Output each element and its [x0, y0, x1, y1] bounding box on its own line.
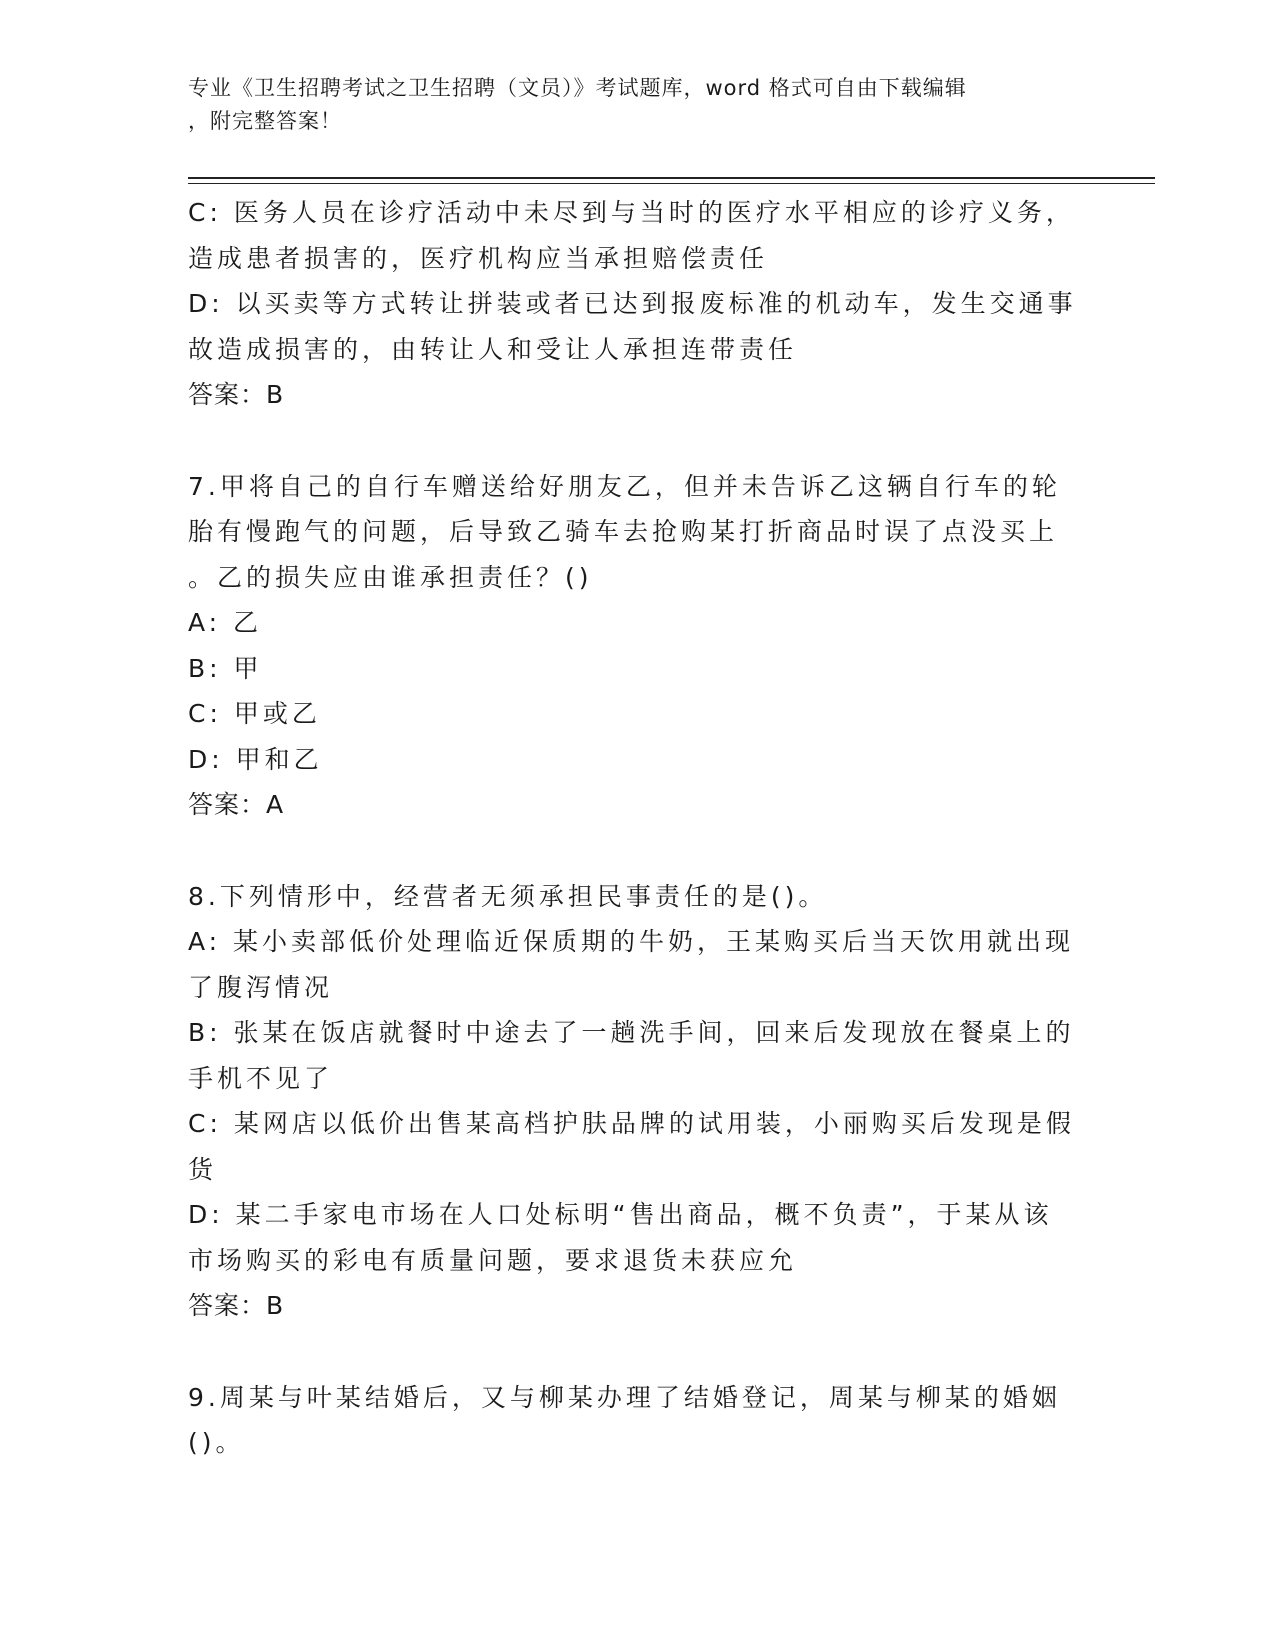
- header-rule-thin: [188, 183, 1155, 184]
- option-d: D: 甲和乙: [188, 744, 323, 774]
- question-7: [188, 464, 1088, 828]
- spacer: [188, 1329, 1088, 1375]
- option-a-line-1: A: 某小卖部低价处理临近保质期的牛奶，王某购买后当天饮用就出现: [188, 927, 1075, 956]
- option-d-line-1: D: 以买卖等方式转让拼装或者已达到报废标准的机动车，发生交通事: [188, 289, 1077, 318]
- question-8: [188, 874, 1088, 1329]
- option-b-line-1: B: 张某在饭店就餐时中途去了一趟洗手间，回来后发现放在餐桌上的: [188, 1018, 1075, 1047]
- option-c-line-2: 货: [188, 1154, 218, 1184]
- answer-text: 答案：B: [188, 380, 285, 409]
- option-c: C: 甲或乙: [188, 699, 321, 728]
- spacer: [188, 418, 1088, 464]
- question-stem-line-1: 9.周某与叶某结婚后，又与柳某办理了结婚登记，周某与柳某的婚姻: [188, 1382, 1061, 1412]
- option-d-line-1: D: 某二手家电市场在人口处标明“售出商品，概不负责”，于某从该: [188, 1200, 1053, 1229]
- question-stem-line-2: ()。: [188, 1428, 245, 1457]
- option-b-line-2: 手机不见了: [188, 1063, 334, 1093]
- question-9: [188, 1375, 1088, 1466]
- option-c-line-2: 造成患者损害的，医疗机构应当承担赔偿责任: [188, 243, 769, 273]
- option-c-line-1: C: 某网店以低价出售某高档护肤品牌的试用装，小丽购买后发现是假: [188, 1109, 1075, 1138]
- option-a: A: 乙: [188, 608, 263, 637]
- spacer: [188, 828, 1088, 874]
- answer-text: 答案：B: [188, 1291, 285, 1320]
- option-d-line-2: 故造成损害的，由转让人和受让人承担连带责任: [188, 334, 798, 364]
- question-stem-line-1: 7.甲将自己的自行车赠送给好朋友乙，但并未告诉乙这辆自行车的轮: [188, 471, 1061, 501]
- header-line-2: ，附完整答案！: [188, 109, 342, 133]
- option-a-line-2: 了腹泻情况: [188, 972, 334, 1002]
- question-stem-line-1: 8.下列情形中，经营者无须承担民事责任的是()。: [188, 881, 828, 911]
- option-c-line-1: C: 医务人员在诊疗活动中未尽到与当时的医疗水平相应的诊疗义务，: [188, 198, 1075, 227]
- header-rule-thick: [188, 177, 1155, 179]
- document-header: [188, 72, 1068, 138]
- prev-question-block: [188, 190, 1088, 418]
- question-stem-line-2: 胎有慢跑气的问题，后导致乙骑车去抢购某打折商品时误了点没买上: [188, 517, 1059, 546]
- answer-text: 答案：A: [188, 790, 285, 819]
- option-d-line-2: 市场购买的彩电有质量问题，要求退货未获应允: [188, 1245, 798, 1275]
- document-body: [188, 190, 1088, 1466]
- question-stem-line-3: 。乙的损失应由谁承担责任？(): [188, 562, 593, 592]
- header-line-1: 专业《卫生招聘考试之卫生招聘（文员）》考试题库，word 格式可自由下载编辑: [188, 76, 967, 100]
- option-b: B: 甲: [188, 653, 263, 683]
